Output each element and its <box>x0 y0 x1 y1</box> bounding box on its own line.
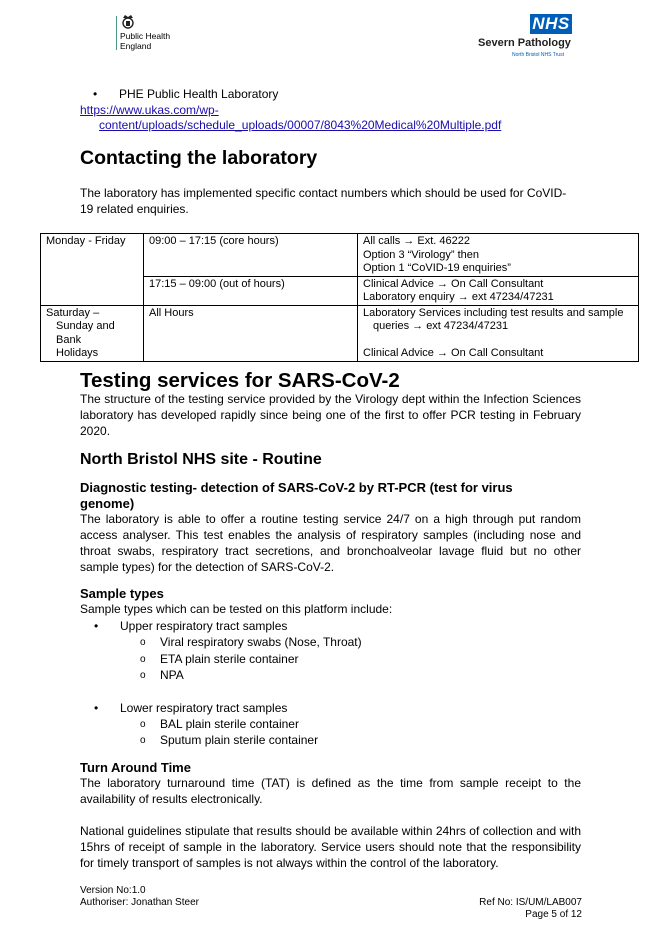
diagnostic-heading: Diagnostic testing- detection of SARS-CoV-2 by RT-PCR (test for virus genome) <box>80 480 513 511</box>
footer-version: Version No:1.0 <box>80 885 146 896</box>
ukas-link-line1[interactable]: https://www.ukas.com/wp- <box>80 103 219 117</box>
lower-resp-item: • Lower respiratory tract samples <box>120 700 287 716</box>
ukas-link-line2[interactable]: content/uploads/schedule_uploads/00007/8043%20Medical%20Multiple.pdf <box>99 118 502 132</box>
tat-para2: National guidelines stipulate that results should be available within 24hrs of collection and with 15hrs of receipt of sample in the laboratory. Service users should note that the responsibility for timely transport of samples is not always within the control of the laboratory. <box>80 824 581 870</box>
info-line: Clinical Advice → On Call Consultant <box>363 346 544 359</box>
info-cell <box>358 276 639 305</box>
upper-resp-item: • Upper respiratory tract samples <box>120 618 287 634</box>
sample-types-heading: Sample types <box>80 586 164 601</box>
table-row <box>41 305 639 361</box>
day-line: Bank <box>56 333 82 346</box>
testing-para: The structure of the testing service provided by the Virology dept within the Infection Sciences laboratory has developed rapidly since being one of the first to offer PCR testing in February 2020. <box>80 392 581 438</box>
tat-para1: The laboratory turnaround time (TAT) is defined as the time from sample receipt to the availability of results electronically. <box>80 776 581 806</box>
time-cell: All Hours <box>144 305 358 361</box>
time-cell: 09:00 – 17:15 (core hours) <box>144 234 358 277</box>
footer-page: Page 5 of 12 <box>525 909 582 920</box>
org-name: Severn Pathology <box>478 37 571 49</box>
trust-name: North Bristol NHS Trust <box>512 52 564 58</box>
diagnostic-para: The laboratory is able to offer a routine testing service 24/7 on a high through put random access analyser. This test enables the analysis of respiratory samples (including nose and throat swabs, respiratory tract secretions, and bronchoalveolar lavage fluid but no other sample types) for the detection of SARS-CoV-2. <box>80 512 581 574</box>
phe-logo <box>116 14 186 54</box>
phe-logo-line2: England <box>120 41 152 51</box>
info-line: Option 3 “Virology” then <box>363 248 479 261</box>
day-line: Holidays <box>56 347 99 359</box>
time-cell: 17:15 – 09:00 (out of hours) <box>144 276 358 305</box>
upper-resp-subitem: o Viral respiratory swabs (Nose, Throat) <box>160 634 362 650</box>
contacting-para-line2: 19 related enquiries. <box>80 202 189 216</box>
tat-heading: Turn Around Time <box>80 760 191 775</box>
day-line: Sunday and <box>56 320 115 332</box>
contacting-para-line1: The laboratory has implemented specific contact numbers which should be used for CoVID- <box>80 186 567 200</box>
info-line: Laboratory Services including test results and sample <box>363 306 624 319</box>
info-line: queries → ext 47234/47231 <box>373 320 509 332</box>
testing-heading: Testing services for SARS-CoV-2 <box>80 369 400 392</box>
royal-crest-icon <box>120 14 136 30</box>
footer-ref: Ref No: IS/UM/LAB007 <box>479 897 582 908</box>
day-line: Saturday – <box>46 306 100 319</box>
day-cell: Monday - Friday <box>41 234 144 306</box>
contacting-heading: Contacting the laboratory <box>80 147 318 169</box>
nhs-badge: NHS <box>530 14 572 34</box>
info-cell <box>358 305 639 361</box>
lower-resp-subitem: o BAL plain sterile container <box>160 716 299 732</box>
contact-table <box>40 233 639 362</box>
upper-resp-subitem: o NPA <box>160 667 184 683</box>
phe-lab-bullet: • PHE Public Health Laboratory <box>119 86 278 102</box>
north-bristol-heading: North Bristol NHS site - Routine <box>80 451 322 468</box>
info-line: Clinical Advice → On Call Consultant <box>363 277 544 290</box>
sample-types-intro: Sample types which can be tested on this platform include: <box>80 602 393 616</box>
footer-author: Authoriser: Jonathan Steer <box>80 897 199 908</box>
day-cell <box>41 305 144 361</box>
info-line: All calls → Ext. 46222 <box>363 235 470 247</box>
info-line: Laboratory enquiry → ext 47234/47231 <box>363 291 554 303</box>
table-row <box>41 234 639 277</box>
nhs-logo <box>478 14 578 60</box>
phe-logo-line1: Public Health <box>120 31 171 41</box>
info-cell <box>358 234 639 277</box>
info-line: Option 1 “CoVID-19 enquiries” <box>363 262 511 274</box>
upper-resp-subitem: o ETA plain sterile container <box>160 651 299 667</box>
lower-resp-subitem: o Sputum plain sterile container <box>160 732 318 748</box>
